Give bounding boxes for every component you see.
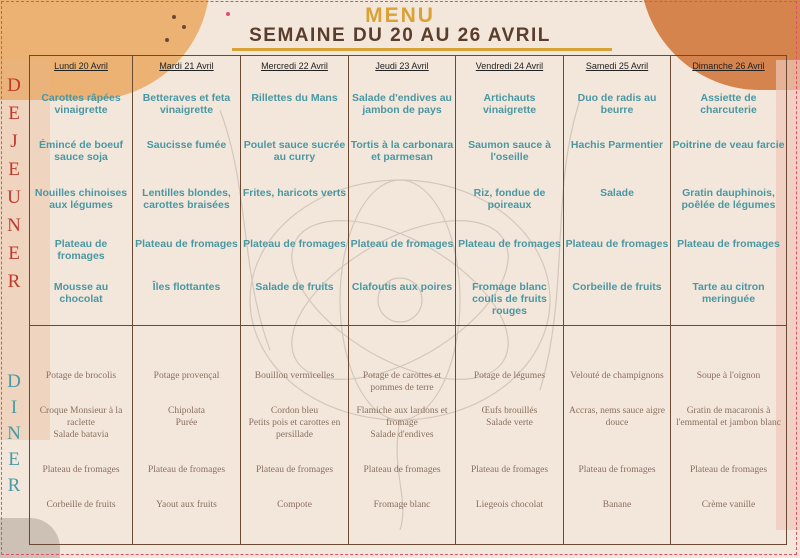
side-label-letter: J <box>10 131 18 152</box>
lunch-dish: Poitrine de veau farcie <box>672 139 785 151</box>
dinner-dish: Bouillon vermicelles <box>254 371 335 381</box>
dinner-dish: Banane <box>602 500 632 510</box>
dinner-dish: Flamiche aux lardons et fromage Salade d'endives <box>356 406 448 440</box>
week-subtitle: SEMAINE DU 20 AU 26 AVRIL <box>249 25 551 46</box>
dinner-dish: Crème vanille <box>701 500 756 510</box>
lunch-dish: Salade de fruits <box>255 281 334 293</box>
lunch-dish: Émincé de boeuf sauce soja <box>38 139 123 163</box>
lunch-dish: Fromage blanc coulis de fruits rouges <box>472 281 547 317</box>
dinner-dish: Gratin de macaronis à l'emmental et jambon blanc <box>676 406 781 428</box>
dinner-dish: Œufs brouillés Salade verte <box>481 406 538 428</box>
day-column <box>455 55 563 545</box>
day-column <box>132 55 240 545</box>
lunch-dish: Corbeille de fruits <box>572 281 662 293</box>
dinner-dish: Yaout aux fruits <box>156 500 217 510</box>
lunch-dish: Frites, haricots verts <box>242 187 347 199</box>
page-title: MENU <box>365 4 435 27</box>
lunch-dish: Poulet sauce sucrée au curry <box>243 139 346 163</box>
dinner-dish: Plateau de fromages <box>470 465 549 475</box>
dinner-dish: Chipolata Purée <box>168 406 205 428</box>
side-label-letter: R <box>7 475 21 496</box>
side-label-letter: D <box>7 371 21 392</box>
day-column <box>563 55 670 545</box>
day-header: Vendredi 24 Avril <box>475 61 544 71</box>
dinner-dish: Plateau de fromages <box>147 465 226 475</box>
dinner-side-label <box>6 372 22 502</box>
day-header: Dimanche 26 Avril <box>692 61 765 71</box>
day-column <box>670 55 787 545</box>
lunch-dish: Clafoutis aux poires <box>351 281 453 293</box>
lunch-dish: Îles flottantes <box>152 281 221 293</box>
lunch-dish: Riz, fondue de poireaux <box>473 187 546 211</box>
lunch-dish: Betteraves et feta vinaigrette <box>142 92 231 116</box>
lunch-dish: Hachis Parmentier <box>570 139 664 151</box>
lunch-dish: Plateau de fromages <box>243 238 346 250</box>
title-underline <box>232 48 612 51</box>
side-label-letter: U <box>7 187 21 208</box>
lunch-dish: Tortis à la carbonara et parmesan <box>350 139 454 163</box>
lunch-dish: Plateau de fromages <box>135 238 238 250</box>
lunch-dish: Saucisse fumée <box>146 139 227 151</box>
dinner-dish: Velouté de champignons <box>570 371 664 381</box>
dinner-dish: Cordon bleu Petits pois et carottes en persillade <box>248 406 341 440</box>
dinner-dish: Croque Monsieur à la raclette Salade batavia <box>39 406 123 440</box>
day-header: Mardi 21 Avril <box>159 61 214 71</box>
side-label-letter: N <box>7 423 21 444</box>
lunch-dish: Plateau de fromages <box>458 238 561 250</box>
lunch-dish: Carottes râpées vinaigrette <box>41 92 121 116</box>
lunch-dish: Mousse au chocolat <box>53 281 109 305</box>
side-label-letter: E <box>8 243 20 264</box>
lunch-dish: Gratin dauphinois, poêlée de légumes <box>681 187 776 211</box>
lunch-dish: Nouilles chinoises aux légumes <box>34 187 128 211</box>
dinner-dish: Corbeille de fruits <box>46 500 116 510</box>
dinner-dish: Potage provençal <box>153 371 220 381</box>
dinner-dish: Plateau de fromages <box>363 465 441 475</box>
dinner-dish: Potage de brocolis <box>45 371 117 381</box>
table-rule <box>29 55 787 56</box>
day-header: Mercredi 22 Avril <box>261 61 328 71</box>
day-column <box>29 55 132 545</box>
lunch-dish: Plateau de fromages <box>350 238 454 250</box>
dinner-dish: Plateau de fromages <box>255 465 334 475</box>
dinner-dish: Plateau de fromages <box>689 465 768 475</box>
dinner-dish: Plateau de fromages <box>578 465 656 475</box>
lunch-dish: Duo de radis au beurre <box>577 92 657 116</box>
lunch-dish: Plateau de fromages <box>565 238 669 250</box>
day-column <box>240 55 348 545</box>
lunch-dish: Artichauts vinaigrette <box>482 92 537 116</box>
side-label-letter: N <box>7 215 21 236</box>
dinner-dish: Compote <box>277 500 312 510</box>
dinner-dish: Liegeois chocolat <box>475 500 544 510</box>
side-label-letter: E <box>8 103 20 124</box>
lunch-side-label <box>6 76 22 300</box>
day-header: Jeudi 23 Avril <box>375 61 429 71</box>
dinner-dish: Potage de légumes <box>473 371 546 381</box>
dinner-dish: Accras, nems sauce aigre douce <box>568 406 665 428</box>
side-label-letter: E <box>8 449 20 470</box>
lunch-dish: Plateau de fromages <box>677 238 780 250</box>
dinner-dish: Plateau de fromages <box>42 465 120 475</box>
lunch-dish: Rillettes du Mans <box>251 92 338 104</box>
lunch-dish: Saumon sauce à l'oseille <box>468 139 551 163</box>
table-rule <box>29 544 787 545</box>
table-rule <box>29 325 787 326</box>
side-label-letter: D <box>7 75 21 96</box>
dinner-dish: Soupe à l'oignon <box>696 371 761 381</box>
lunch-dish: Salade d'endives au jambon de pays <box>352 92 452 116</box>
lunch-dish: Salade <box>600 187 634 199</box>
menu-table <box>29 55 787 545</box>
day-column <box>348 55 455 545</box>
side-label-letter: I <box>10 397 18 418</box>
side-label-letter: E <box>8 159 20 180</box>
day-header: Lundi 20 Avril <box>54 61 108 71</box>
dinner-dish: Potage de carottes et pommes de terre <box>362 371 442 393</box>
dinner-dish: Fromage blanc <box>373 500 431 510</box>
side-label-letter: R <box>7 271 21 292</box>
lunch-dish: Lentilles blondes, carottes braisées <box>142 187 231 211</box>
lunch-dish: Assiette de charcuterie <box>700 92 757 116</box>
lunch-dish: Plateau de fromages <box>54 238 108 262</box>
day-header: Samedi 25 Avril <box>585 61 649 71</box>
lunch-dish: Tarte au citron meringuée <box>692 281 765 305</box>
